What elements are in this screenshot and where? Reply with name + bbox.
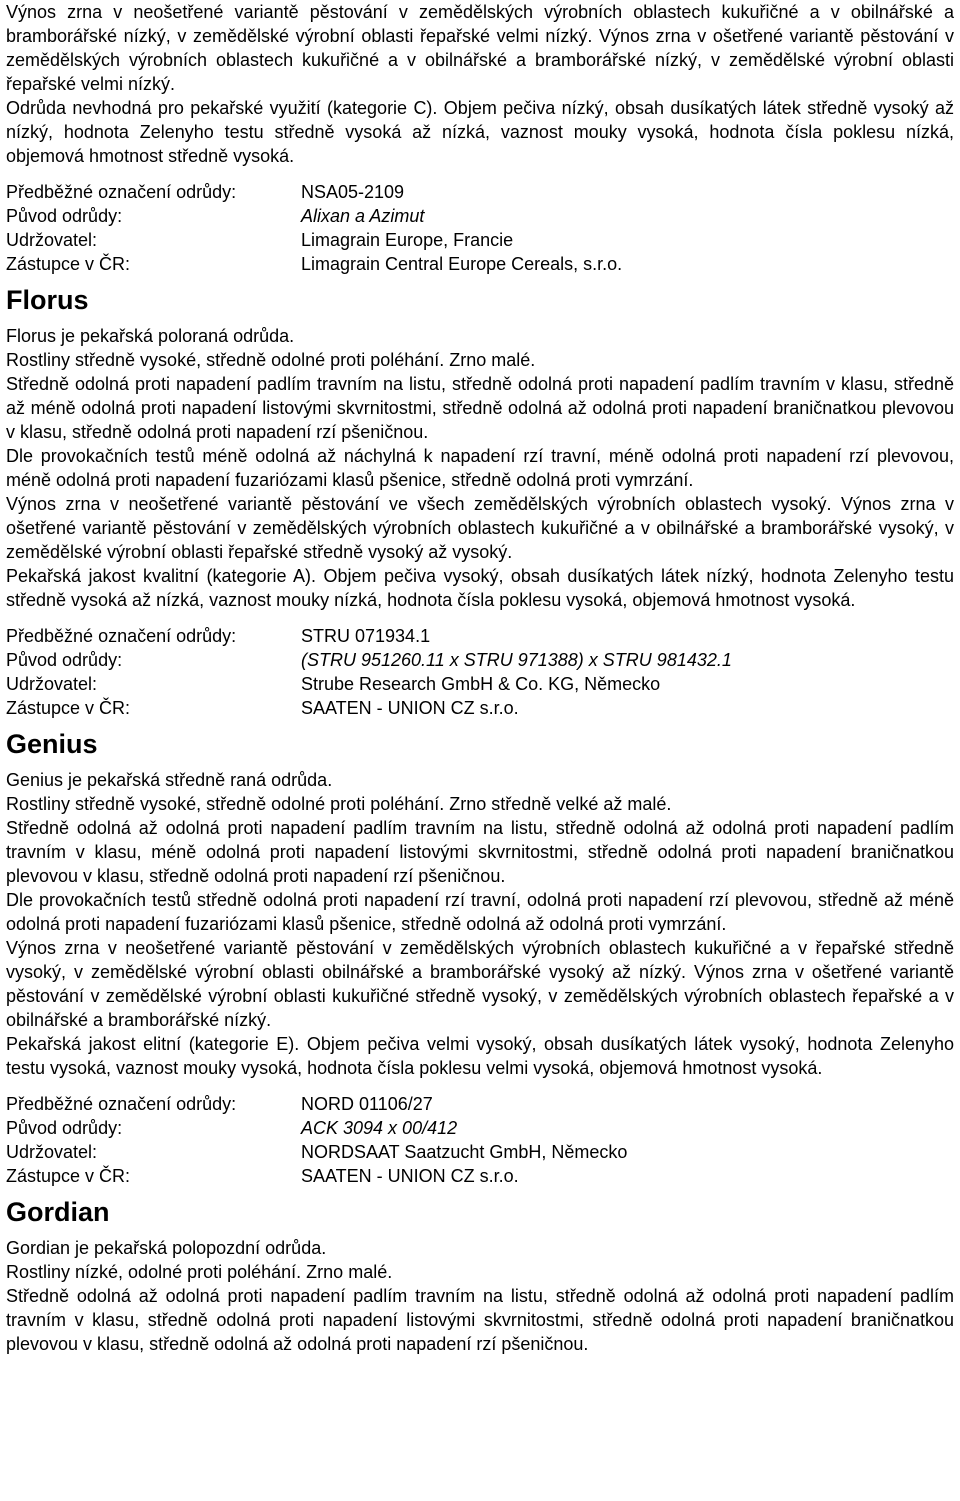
- paragraph: Genius je pekařská středně raná odrůda.: [6, 770, 333, 790]
- variety-heading-gordian: Gordian: [6, 1197, 110, 1227]
- info-value: STRU 071934.1: [301, 626, 431, 646]
- variety-info-block: [6, 180, 954, 276]
- info-label: Zástupce v ČR:: [6, 1166, 131, 1186]
- info-label: Předběžné označení odrůdy:: [6, 626, 237, 646]
- paragraph: Dle provokačních testů středně odolná proti napadení rzí travní, odolná proti napadení rzí plevovou, středně až méně odolná proti napadení fuzariózami klasů pšenice, středně odolná až odolná proti vymrzání.: [6, 890, 954, 934]
- info-value: SAATEN - UNION CZ s.r.o.: [301, 1166, 519, 1186]
- info-value: NORD 01106/27: [301, 1094, 433, 1114]
- info-row-origin: [6, 204, 954, 228]
- paragraph: Pekařská jakost elitní (kategorie E). Objem pečiva velmi vysoký, obsah dusíkatých látek vysoký, hodnota Zelenyho testu vysoká, vaznost mouky vysoká, hodnota čísla poklesu velmi vysoká, objemová hmotnost vysoká.: [6, 1034, 954, 1078]
- info-row-designation: [6, 624, 954, 648]
- info-label: Udržovatel:: [6, 1142, 98, 1162]
- info-value: (STRU 951260.11 x STRU 971388) x STRU 981432.1: [301, 650, 732, 670]
- info-row-maintainer: [6, 672, 954, 696]
- info-row-representative: [6, 252, 954, 276]
- paragraph: Rostliny středně vysoké, středně odolné proti poléhání. Zrno malé.: [6, 350, 536, 370]
- info-label: Udržovatel:: [6, 674, 98, 694]
- info-row-origin: [6, 648, 954, 672]
- info-label: Zástupce v ČR:: [6, 698, 131, 718]
- info-value: NSA05-2109: [301, 182, 405, 202]
- paragraph: Středně odolná proti napadení padlím travním na listu, středně odolná proti napadení padlím travním v klasu, středně až méně odolná proti napadení listovými skvrnitostmi, středně odolná až odolná proti napadení braničnatkou plevovou v klasu, středně odolná proti napadení rzí pšeničnou.: [6, 374, 954, 442]
- info-value: ACK 3094 x 00/412: [301, 1118, 458, 1138]
- info-label: Předběžné označení odrůdy:: [6, 182, 237, 202]
- paragraph: Výnos zrna v neošetřené variantě pěstování v zemědělských výrobních oblastech kukuřičné a v řepařské středně vysoký, v zemědělské výrobní oblasti obilnářské a bramborářské vysoký až nízký. Výnos zrna v ošetřené variantě pěstování v zemědělské výrobní oblasti kukuřičné středně vysoký, v zemědělských výrobních oblastech řepařské a v obilnářské a bramborářské nízký.: [6, 938, 954, 1030]
- paragraph: Odrůda nevhodná pro pekařské využití (kategorie C). Objem pečiva nízký, obsah dusíkatých látek středně vysoký až nízký, hodnota Zelenyho testu středně vysoká až nízká, vaznost mouky vysoká, hodnota čísla poklesu nízká, objemová hmotnost středně vysoká.: [6, 98, 954, 166]
- info-label: Původ odrůdy:: [6, 206, 123, 226]
- info-value: Limagrain Central Europe Cereals, s.r.o.: [301, 254, 623, 274]
- info-label: Udržovatel:: [6, 230, 98, 250]
- info-label: Původ odrůdy:: [6, 650, 123, 670]
- paragraph: Rostliny středně vysoké, středně odolné proti poléhání. Zrno středně velké až malé.: [6, 794, 672, 814]
- info-value: SAATEN - UNION CZ s.r.o.: [301, 698, 519, 718]
- info-row-origin: [6, 1116, 954, 1140]
- paragraph: Výnos zrna v neošetřené variantě pěstování v zemědělských výrobních oblastech kukuřičné a v obilnářské a bramborářské nízký, v zemědělské výrobní oblasti řepařské velmi nízký. Výnos zrna v ošetřené variantě pěstování v zemědělských výrobních oblastech kukuřičné a v obilnářské a bramborářské nízký, v zemědělské výrobní oblasti řepařské velmi nízký.: [6, 2, 954, 94]
- info-row-maintainer: [6, 228, 954, 252]
- info-value: Strube Research GmbH & Co. KG, Německo: [301, 674, 661, 694]
- info-label: Předběžné označení odrůdy:: [6, 1094, 237, 1114]
- variety-info-block: [6, 624, 954, 720]
- info-row-designation: [6, 180, 954, 204]
- info-label: Původ odrůdy:: [6, 1118, 123, 1138]
- info-row-designation: [6, 1092, 954, 1116]
- info-value: Alixan a Azimut: [301, 206, 425, 226]
- info-value: NORDSAAT Saatzucht GmbH, Německo: [301, 1142, 628, 1162]
- paragraph: Výnos zrna v neošetřené variantě pěstování ve všech zemědělských výrobních oblastech vysoký. Výnos zrna v ošetřené variantě pěstování v zemědělských výrobních oblastech kukuřičné a v obilnářské a bramborářské vysoký, v zemědělské výrobní oblasti řepařské středně vysoký až vysoký.: [6, 494, 954, 562]
- paragraph: Středně odolná až odolná proti napadení padlím travním na listu, středně odolná až odolná proti napadení padlím travním v klasu, středně odolná proti napadení listovými skvrnitostmi, středně odolná proti napadení braničnatkou plevovou v klasu, středně odolná až odolná proti napadení rzí pšeničnou.: [6, 1286, 954, 1354]
- paragraph: Gordian je pekařská polopozdní odrůda.: [6, 1238, 327, 1258]
- variety-heading-florus: Florus: [6, 285, 89, 315]
- paragraph: Středně odolná až odolná proti napadení padlím travním na listu, středně odolná až odolná proti napadení padlím travním v klasu, méně odolná proti napadení listovými skvrnitostmi, středně odolná proti napadení braničnatkou plevovou v klasu, středně odolná proti napadení rzí pšeničnou.: [6, 818, 954, 886]
- paragraph: Dle provokačních testů méně odolná až náchylná k napadení rzí travní, méně odolná proti napadení rzí plevovou, méně odolná proti napadení fuzariózami klasů pšenice, středně odolná proti vymrzání.: [6, 446, 954, 490]
- variety-info-block: [6, 1092, 954, 1188]
- paragraph: Rostliny nízké, odolné proti poléhání. Zrno malé.: [6, 1262, 393, 1282]
- paragraph: Pekařská jakost kvalitní (kategorie A). Objem pečiva vysoký, obsah dusíkatých látek nízký, hodnota Zelenyho testu středně vysoká až nízká, vaznost mouky nízká, hodnota čísla poklesu vysoká, objemová hmotnost vysoká.: [6, 566, 954, 610]
- info-label: Zástupce v ČR:: [6, 254, 131, 274]
- info-value: Limagrain Europe, Francie: [301, 230, 514, 250]
- info-row-maintainer: [6, 1140, 954, 1164]
- info-row-representative: [6, 696, 954, 720]
- paragraph: Florus je pekařská poloraná odrůda.: [6, 326, 295, 346]
- info-row-representative: [6, 1164, 954, 1188]
- variety-heading-genius: Genius: [6, 729, 98, 759]
